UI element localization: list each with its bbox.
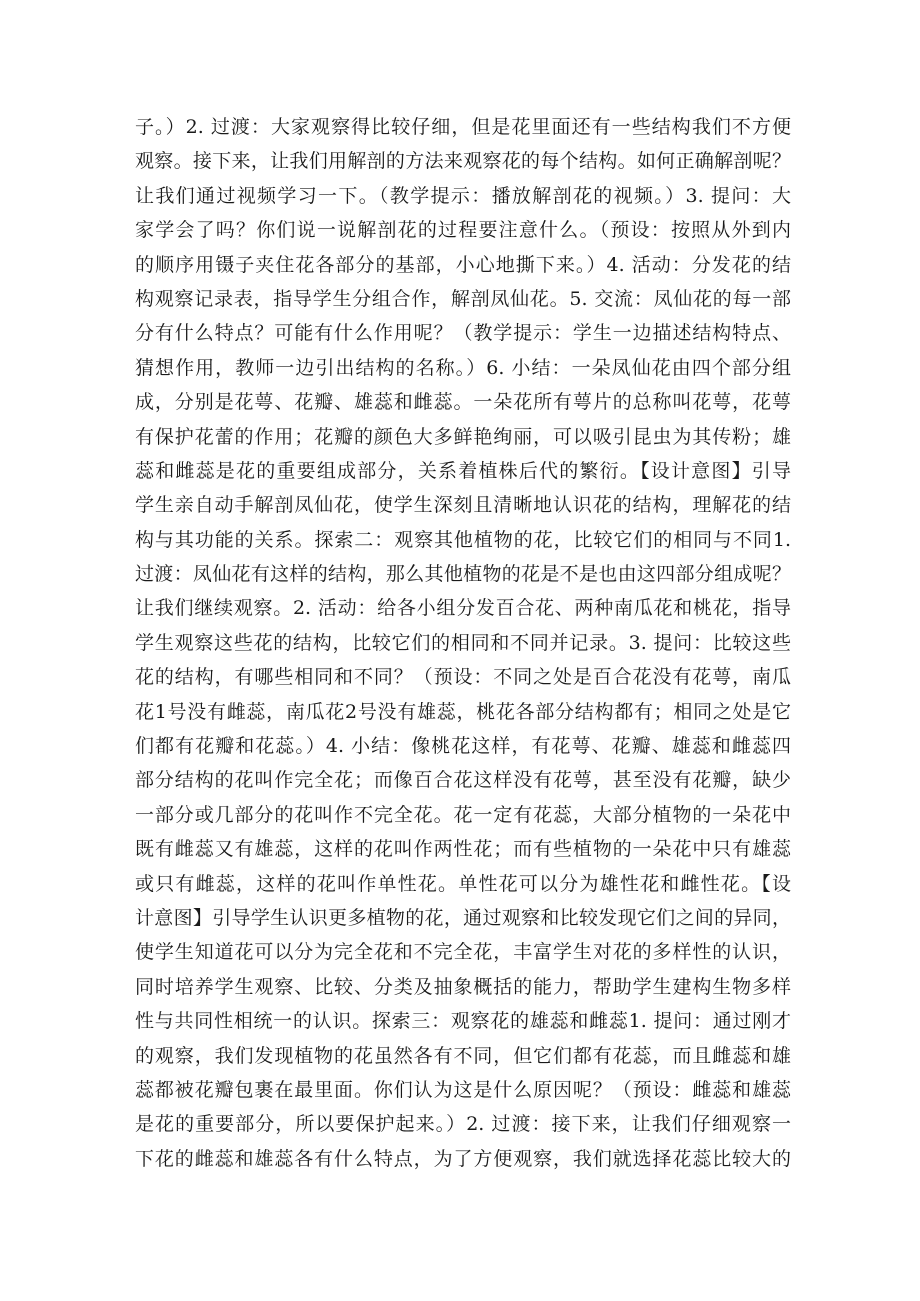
- text-line: 有保护花蕾的作用；花瓣的颜色大多鲜艳绚丽，可以吸引昆虫为其传粉；雄: [135, 425, 791, 448]
- text-line: 蕊都被花瓣包裹在最里面。你们认为这是什么原因呢？（预设：雌蕊和雄蕊: [135, 1078, 791, 1101]
- text-line: 是花的重要部分，所以要保护起来。）2. 过渡：接下来，让我们仔细观察一: [135, 1113, 791, 1136]
- text-line: 观察。接下来，让我们用解剖的方法来观察花的每个结构。如何正确解剖呢？: [135, 150, 791, 173]
- text-line: 子。）2. 过渡：大家观察得比较仔细，但是花里面还有一些结构我们不方便: [135, 116, 791, 138]
- text-line: 猜想作用，教师一边引出结构的名称。）6. 小结：一朵凤仙花由四个部分组: [135, 356, 791, 379]
- text-line: 一部分或几部分的花叫作不完全花。花一定有花蕊，大部分植物的一朵花中: [135, 803, 791, 826]
- text-line: 同时培养学生观察、比较、分类及抽象概括的能力，帮助学生建构生物多样: [135, 975, 791, 998]
- text-line: 花1号没有雌蕊，南瓜花2号没有雄蕊，桃花各部分结构都有；相同之处是它: [135, 700, 791, 723]
- text-line: 构与其功能的关系。探索二：观察其他植物的花，比较它们的相同与不同1.: [135, 528, 791, 551]
- text-line: 或只有雌蕊，这样的花叫作单性花。单性花可以分为雄性花和雌性花。【设: [135, 872, 791, 895]
- text-line: 让我们通过视频学习一下。（教学提示：播放解剖花的视频。）3. 提问：大: [135, 184, 791, 207]
- text-line: 们都有花瓣和花蕊。）4. 小结：像桃花这样，有花萼、花瓣、雄蕊和雌蕊四: [135, 735, 791, 758]
- text-line: 使学生知道花可以分为完全花和不完全花，丰富学生对花的多样性的认识，: [135, 941, 791, 964]
- text-line: 花的结构，有哪些相同和不同？（预设：不同之处是百合花没有花萼，南瓜: [135, 666, 791, 689]
- text-line: 既有雌蕊又有雄蕊，这样的花叫作两性花；而有些植物的一朵花中只有雄蕊: [135, 838, 791, 861]
- text-line: 构观察记录表，指导学生分组合作，解剖凤仙花。5. 交流：凤仙花的每一部: [135, 287, 791, 310]
- body-text: [135, 110, 791, 1176]
- text-line: 蕊和雌蕊是花的重要组成部分，关系着植株后代的繁衍。【设计意图】引导: [135, 459, 791, 482]
- text-line: 学生观察这些花的结构，比较它们的相同和不同并记录。3. 提问：比较这些: [135, 631, 791, 654]
- text-line: 让我们继续观察。2. 活动：给各小组分发百合花、两种南瓜花和桃花，指导: [135, 597, 791, 620]
- text-line: 分有什么特点？可能有什么作用呢？（教学提示：学生一边描述结构特点、: [135, 322, 791, 345]
- text-line: 下花的雌蕊和雄蕊各有什么特点，为了方便观察，我们就选择花蕊比较大的: [135, 1147, 791, 1170]
- text-line: 家学会了吗？你们说一说解剖花的过程要注意什么。（预设：按照从外到内: [135, 219, 791, 242]
- text-line: 的观察，我们发现植物的花虽然各有不同，但它们都有花蕊，而且雌蕊和雄: [135, 1044, 791, 1067]
- text-line: 过渡：凤仙花有这样的结构，那么其他植物的花是不是也由这四部分组成呢？: [135, 563, 791, 586]
- text-line: 性与共同性相统一的认识。探索三：观察花的雄蕊和雌蕊1. 提问：通过刚才: [135, 1010, 791, 1033]
- text-line: 学生亲自动手解剖凤仙花，使学生深刻且清晰地认识花的结构，理解花的结: [135, 494, 791, 517]
- text-line: 的顺序用镊子夹住花各部分的基部，小心地撕下来。）4. 活动：分发花的结: [135, 253, 791, 276]
- text-line: 部分结构的花叫作完全花；而像百合花这样没有花萼，甚至没有花瓣，缺少: [135, 769, 791, 792]
- text-line: 成，分别是花萼、花瓣、雄蕊和雌蕊。一朵花所有萼片的总称叫花萼，花萼: [135, 391, 791, 414]
- text-line: 计意图】引导学生认识更多植物的花，通过观察和比较发现它们之间的异同，: [135, 906, 791, 929]
